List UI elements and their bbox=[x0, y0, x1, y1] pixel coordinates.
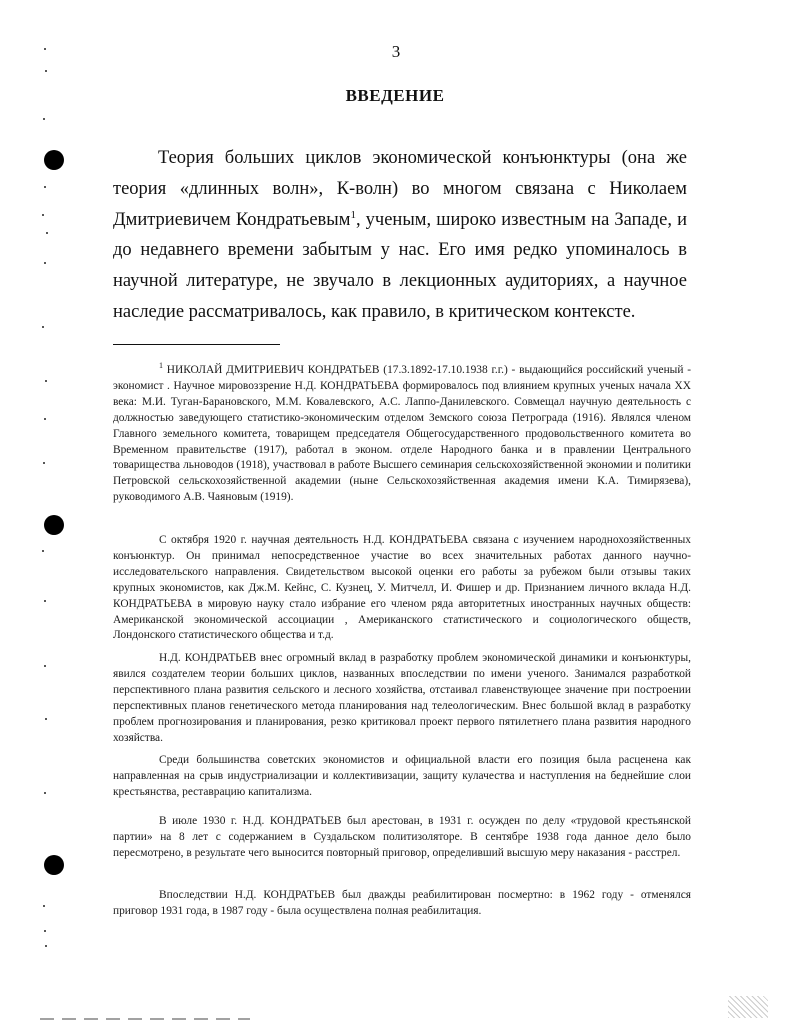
footnote-reference[interactable]: 1 bbox=[350, 208, 356, 221]
footnote-paragraph bbox=[113, 814, 691, 862]
intro-text-part-1: Теория больших циклов экономической конъюнктуры (она же теория «длинных волн», К-волн) во многом связана с Николаем Дмитриевичем Кондратьевым bbox=[113, 148, 687, 230]
binder-hole-2 bbox=[44, 515, 64, 535]
scan-speck bbox=[42, 326, 44, 328]
scan-speck bbox=[43, 905, 45, 907]
scan-speck bbox=[44, 792, 46, 794]
scan-speck bbox=[43, 118, 45, 120]
scan-corner-noise bbox=[728, 996, 768, 1018]
footnote-divider bbox=[113, 344, 280, 345]
scan-speck bbox=[44, 600, 46, 602]
scan-speck bbox=[45, 70, 47, 72]
binder-hole-1 bbox=[44, 150, 64, 170]
scan-edge-noise bbox=[40, 1018, 250, 1020]
footnote-paragraph bbox=[113, 888, 691, 920]
footnote-marker: 1 bbox=[159, 361, 163, 371]
scan-speck bbox=[42, 550, 44, 552]
scan-speck bbox=[44, 186, 46, 188]
footnote-text: В июле 1930 г. Н.Д. КОНДРАТЬЕВ был арестован, в 1931 г. осужден по делу «трудовой крестьянской партии» на 8 лет с содержанием в Суздальском политизоляторе. В сентябре 1938 года данное дело было пересмотрено, в результате чего выносится повторный приговор, определивший высшую меру наказания - расстрел. bbox=[113, 815, 691, 859]
scan-speck bbox=[42, 214, 44, 216]
scan-speck bbox=[44, 262, 46, 264]
footnote-text: Н.Д. КОНДРАТЬЕВ внес огромный вклад в разработку проблем экономической динамики и конъюнктуры, явился создателем теории больших циклов, названных впоследствии по имени ученого. Занимался разработкой перспективного плана развития сельского и лесного хозяйства, отстаивал главенствующее значение при построении перспективных планов генетического метода планирования над телеологическим. Внес большой вклад в разработку проблем прогнозирования и планирования, резко критиковал проект первого пятилетнего плана развития народного хозяйства. bbox=[113, 652, 691, 744]
scan-speck bbox=[44, 48, 46, 50]
footnote-text: С октября 1920 г. научная деятельность Н.Д. КОНДРАТЬЕВА связана с изучением народнохозяйственных конъюнктур. Он принимал непосредственное участие во всех значительных работах данного научно-исследовательского направления. Свидетельством высокой оценки его работы за рубежом были отзывы таких крупных экономистов, как Дж.М. Кейнс, С. Кузнец, У. Митчелл, И. Фишер и др. Признанием личного вклада Н.Д. КОНДРАТЬЕВА в мировую науку стало избрание его членом ряда авторитетных иностранных научных обществ: Американской экономической ассоциации , Американского статистического и социологического обществ, Лондонского статистического общества и т.д. bbox=[113, 534, 691, 642]
page-heading: ВВЕДЕНИЕ bbox=[345, 86, 445, 105]
scan-speck bbox=[45, 380, 47, 382]
intro-paragraph bbox=[113, 143, 687, 328]
scan-speck bbox=[44, 418, 46, 420]
footnote-text: НИКОЛАЙ ДМИТРИЕВИЧ КОНДРАТЬЕВ (17.3.1892-17.10.1938 г.г.) - выдающийся российский ученый - экономист . Научное мировоззрение Н.Д. КОНДРАТЬЕВА формировалось под влиянием крупных ученых начала ХХ века: М.И. Туган-Барановского, М.М. Ковалевского, А.С. Лаппо-Данилевского. Совмещал научную деятельность с должностью заведующего статистико-экономическим отделом Земского союза Петрограда (1916). Являлся членом Главного земельного комитета, товарищем председателя Общегосударственного продовольственного комитета во Временном правительстве (1917), работал в эконом. отделе Народного банка и в правлении Центрального товарищества льноводов (1918), участвовал в работе Высшего семинария сельскохозяйственной экономии и политики Петровской сельскохозяйственной академии (ныне Сельскохозяйственная академия имени К.А. Тимирязева), руководимого А.В. Чаяновым (1919). bbox=[113, 364, 691, 504]
page-number: 3 bbox=[391, 42, 401, 61]
scan-speck bbox=[43, 462, 45, 464]
scan-speck bbox=[44, 930, 46, 932]
footnote-paragraph bbox=[113, 753, 691, 801]
footnote-paragraph bbox=[113, 533, 691, 644]
footnote-paragraph bbox=[113, 363, 691, 506]
binder-hole-3 bbox=[44, 855, 64, 875]
footnote-text: Среди большинства советских экономистов и официальной власти его позиция была расценена как направленная на срыв индустриализации и коллективизации, защиту кулачества и наступления на беднейшие слои крестьянства, реставрацию капитализма. bbox=[113, 754, 691, 798]
scan-speck bbox=[45, 945, 47, 947]
scan-speck bbox=[45, 718, 47, 720]
intro-text-part-2: , ученым, широко известным на Западе, и до недавнего времени забытым у нас. Его имя редко упоминалось в научной литературе, не звучало в лекционных аудиториях, а научное наследие рассматривалось, как правило, в критическом контексте. bbox=[113, 209, 687, 322]
scan-speck bbox=[46, 232, 48, 234]
footnote-paragraph bbox=[113, 651, 691, 746]
footnote-text: Впоследствии Н.Д. КОНДРАТЬЕВ был дважды реабилитирован посмертно: в 1962 году - отменялся приговор 1931 года, в 1987 году - была осуществлена полная реабилитация. bbox=[113, 889, 691, 917]
scan-speck bbox=[44, 665, 46, 667]
